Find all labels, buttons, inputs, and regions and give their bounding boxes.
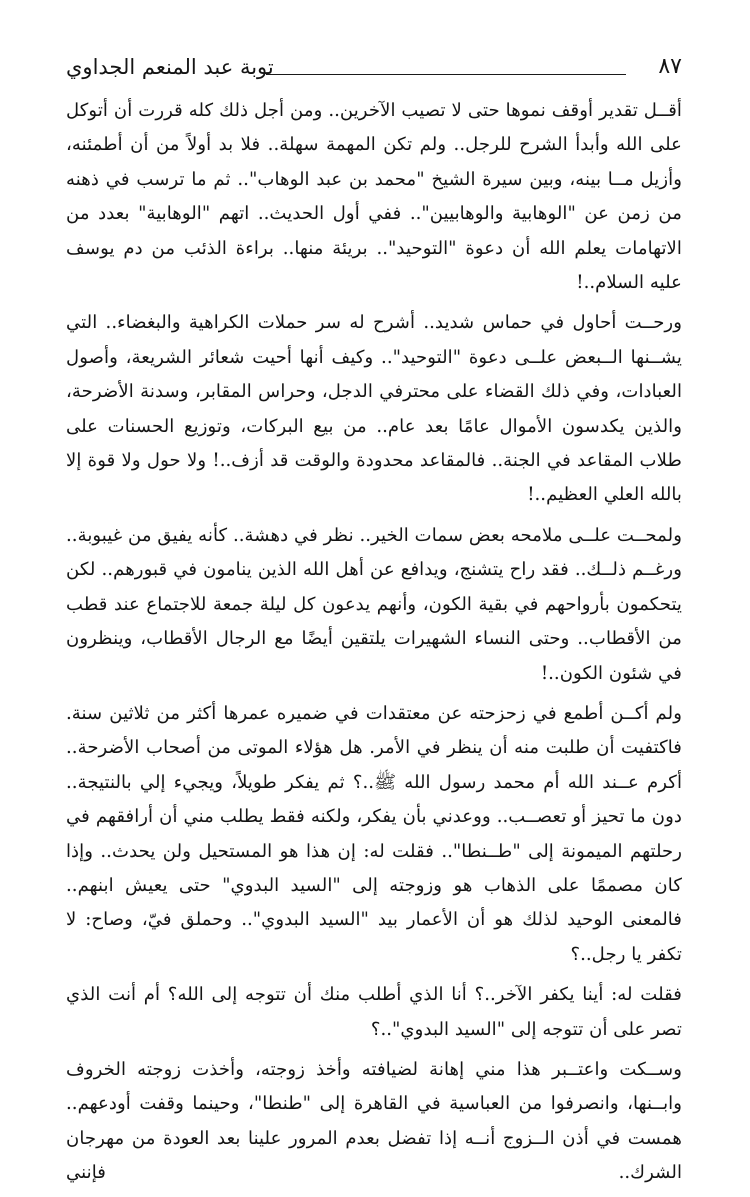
page-header [66,52,682,86]
paragraph: وســكت واعتــبر هذا مني إهانة لضيافته وأخذ زوجته، وأخذت زوجته الخروف وابــنها، وانصرفوا من العباسية في القاهرة إلى "طنطا"، وحينما وقفت أودعهم.. همست في أذن الــزوج أنــه إذا تفضل بعدم المرور علينا بعد العودة من مهرجان الشرك.. فإنني [66,1058,682,1184]
paragraph: ورحــت أحاول في حماس شديد.. أشرح له سر حملات الكراهية والبغضاء.. التي يشــنها الــبعض علــى دعوة "التوحيد".. وكيف أنها أحيت شعائر الشريعة، وأصول العبادات، وفي ذلك القضاء على محترفي الدجل، وحراس المقابر، وسدنة الأضرحة، والذين يكدسون الأموال عامًا بعد عام.. من بيع البركات، وتوزيع الحسنات على طلاب المقاعد في الجنة.. فالمقاعد محدودة والوقت قد أزف..! ولا حول ولا قوة إلا بالله العلي العظيم..! [66,312,682,506]
paragraph: ولم أكــن أطمع في زحزحته عن معتقدات في ضميره عمرها أكثر من ثلاثين سنة. فاكتفيت أن طلبت منه أن ينظر في الأمر. هل هؤلاء الموتى من أصحاب الأضرحة.. أكرم عــند الله أم محمد رسول الله ﷺ..؟ ثم يفكر طويلاً، ويجيء إلي بالنتيجة.. دون ما تحيز أو تعصــب.. ووعدني بأن يفكر، ولكنه فقط يطلب مني أن أرافقهم في رحلتهم الميمونة إلى "طــنطا".. فقلت له: إن هذا هو المستحيل ولن يحدث.. وإذا كان مصممًا على الذهاب هو وزوجته إلى "السيد البدوي" حتى يعيش ابنهم.. فالمعنى الوحيد لذلك هو أن الأعمار بيد "السيد البدوي".. وحملق فيّ، وصاح: لا تكفر يا رجل..؟ [66,702,682,965]
paragraph: ولمحــت علــى ملامحه بعض سمات الخير.. نظر في دهشة.. كأنه يفيق من غيبوبة.. ورغــم ذلــك.. فقد راح يتشنج، ويدافع عن أهل الله الذين ينامون في قبورهم.. لكن يتحكمون بأرواحهم في بقية الكون، وأنهم يدعون كل ليلة جمعة للاجتماع عند قطب من الأقطاب.. وحتى النساء الشهيرات يلتقين أيضًا مع الرجال الأقطاب، وينظرون في شئون الكون..! [66,524,682,684]
paragraph: أقــل تقدير أوقف نموها حتى لا تصيب الآخرين.. ومن أجل ذلك كله قررت أن أتوكل على الله وأبدأ الشرح للرجل.. ولم تكن المهمة سهلة.. فلا بد أولاً من أن أطمئنه، وأزيل مــا بينه، وبين سيرة الشيخ "محمد بن عبد الوهاب".. ثم ما ترسب في ذهنه من زمن عن "الوهابية والوهابيين".. ففي أول الحديث.. اتهم "الوهابية" بعدد من الاتهامات يعلم الله أن دعوة "التوحيد".. بريئة منها.. براءة الذئب من دم يوسف عليه السلام..! [66,100,682,294]
page-number: ٨٧ [658,54,682,79]
body-text [66,94,682,1197]
paragraph: فقلت له: أينا يكفر الآخر..؟ أنا الذي أطلب منك أن تتوجه إلى الله؟ أم أنت الذي تصر على أن تتوجه إلى "السيد البدوي"..؟ [66,984,682,1040]
header-rule [266,74,626,75]
running-title: توبة عبد المنعم الجداوي [66,55,274,79]
